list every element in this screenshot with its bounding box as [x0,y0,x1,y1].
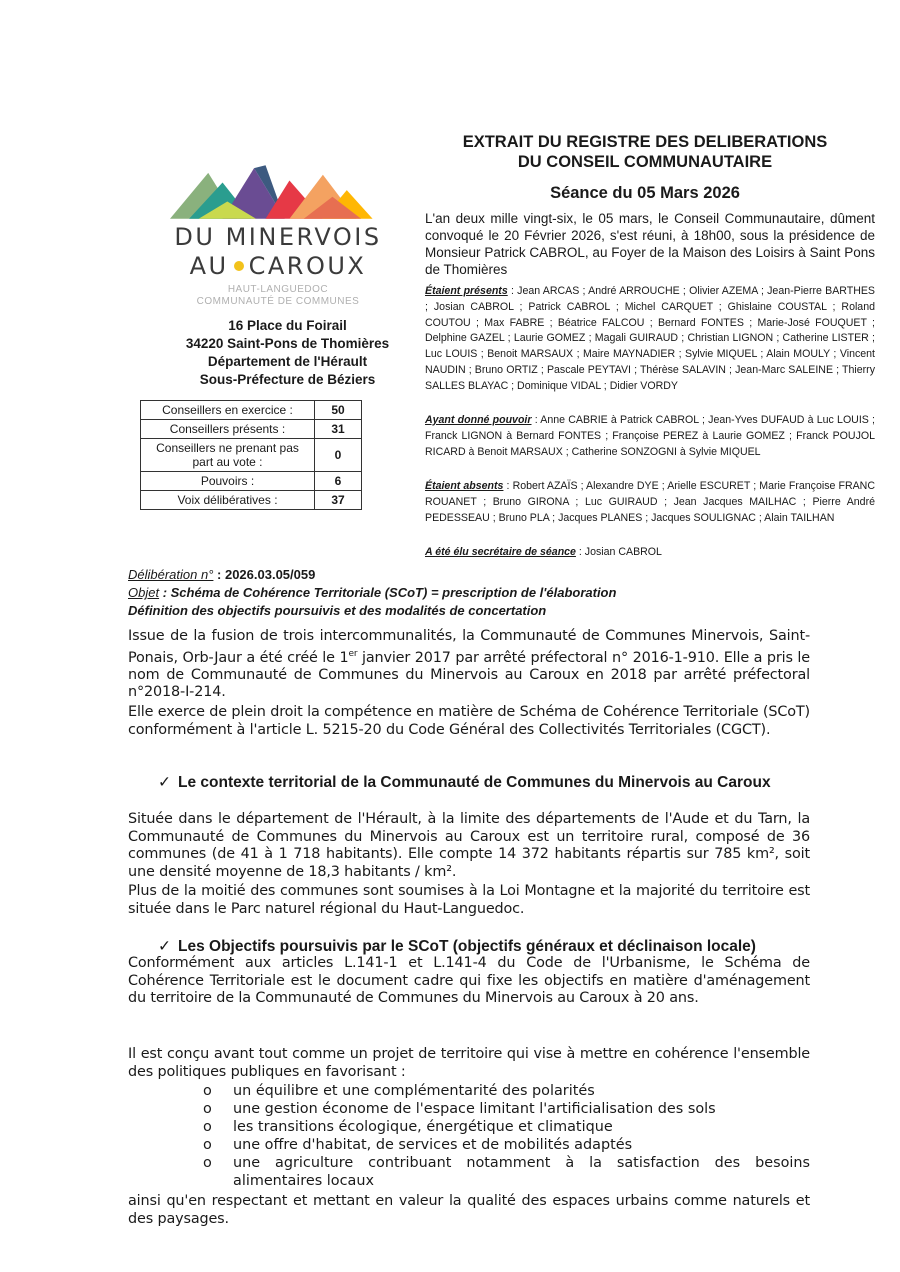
section-heading-contexte [158,774,818,791]
heading-objectifs-text: Les Objectifs poursuivis par le SCoT (objectifs généraux et déclinaison locale) [178,938,756,955]
absents-list: : Robert AZAÏS ; Alexandre DYE ; Arielle ESCURET ; Marie Françoise FRANC ROUANET ; Bruno GIRONA ; Luc GUIRAUD ; Jean Jacques MAILHAC ; Pierre André PEDESSEAU ; Bruno PLA ; Jacques PLANES ; Jacques SOULIGNAC ; Alain TAILHAN [425,480,875,524]
community-logo-graphic [170,162,385,222]
count-value: 0 [315,439,362,472]
secretary [425,545,875,561]
list-item: o un équilibre et une complémentarité des polarités [203,1083,595,1099]
section-heading-objectifs [158,938,818,955]
count-label: Conseillers ne prenant pas part au vote : [141,439,315,472]
paragraph-fusion [128,628,810,702]
bullet-circle-icon: o [203,1155,212,1171]
bullet-circle-icon: o [203,1119,212,1135]
logo-name-line2 [168,252,388,280]
p1-superscript: er [348,648,358,659]
members-absent [425,479,875,526]
pouvoirs-label: Ayant donné pouvoir [425,414,532,426]
paragraph-conclusion: ainsi qu'en respectant et mettant en valeur la qualité des espaces urbains comme naturels et des paysages. [128,1193,810,1227]
address-line-3: Département de l'Hérault [207,354,368,369]
objet-text: : Schéma de Cohérence Territoriale (SCoT) = prescription de l'élaboration [159,585,617,600]
deliberation-number [128,566,315,583]
list-item: o une offre d'habitat, de services et de mobilités adaptés [203,1137,633,1153]
session-intro: L'an deux mille vingt-six, le 05 mars, le Conseil Communautaire, dûment convoqué le 20 Février 2026, s'est réuni, à 18h00, sous la présidence de Monsieur Patrick CABROL, au Foyer de la Maison des Loisirs à Saint Pons de Thomières [425,211,875,277]
deliberation-object [128,584,616,601]
absents-label: Étaient absents [425,480,504,492]
register-title: EXTRAIT DU REGISTRE DES DELIBERATIONS [462,133,828,151]
paragraph-loi-montagne: Plus de la moitié des communes sont soumises à la Loi Montagne et la majorité du territoire est située dans le Parc naturel régional du Haut-Languedoc. [128,883,810,917]
logo-caroux: CAROUX [248,252,367,280]
logo-au: AU [189,252,229,280]
members-proxies [425,413,875,460]
count-value: 6 [315,472,362,491]
table-row [141,401,362,420]
deliberation-object-line2: Définition des objectifs poursuivis et des modalités de concertation [128,603,547,618]
presents-list: : Jean ARCAS ; André ARROUCHE ; Olivier AZEMA ; Jean-Pierre BARTHES ; Josian CABROL ; Patrick CABROL ; Michel CARQUET ; Ghislaine COUSTAL ; Roland COUTOU ; Max FABRE ; Béatrice FALCOU ; Bernard FONTES ; Marie-José FOUQUET ; Delphine GAZEL ; Laurie GOMEZ ; Magali GUIRAUD ; Christian LIGNON ; Catherine LISTER ; Luc LOUIS ; Benoit MARSAUX ; Maire MAYNADIER ; Sylvie MIQUEL ; Alain MOULY ; Vincent NAUDIN ; Bruno ORTIZ ; Pascale PEYTAVI ; Thérèse SALAVIN ; Jean-Marc SALEINE ; Thierry SALLES BLAYAC ; Dominique VIDAL ; Didier VORDY [425,285,875,392]
list-item: o les transitions écologique, énergétique et climatique [203,1119,613,1135]
pouvoirs-list: : Anne CABRIE à Patrick CABROL ; Jean-Yves DUFAUD à Luc LOUIS ; Franck LIGNON à Bernard FONTES ; Françoise PEREZ à Laurie GOMEZ ; Franck POUJOL RICARD à Benoit MARSAUX ; Catherine SONZOGNI à Sylvie MIQUEL [425,414,876,458]
deliberation-value: : 2026.03.05/059 [213,567,316,582]
list-item: o une agriculture contribuant notamment à la satisfaction des besoins alimentaires locaux [203,1155,810,1189]
bullet-circle-icon: o [203,1101,212,1117]
table-row [141,420,362,439]
council-title: DU CONSEIL COMMUNAUTAIRE [517,153,773,171]
heading-contexte-text: Le contexte territorial de la Communauté de Communes du Minervois au Caroux [178,774,771,791]
bullet-circle-icon: o [203,1137,212,1153]
logo-subtitle-2: COMMUNAUTÉ DE COMMUNES [196,296,360,307]
secretaire-name: : Josian CABROL [575,546,662,558]
count-value: 50 [315,401,362,420]
p1-part-a: Issue de la fusion de trois intercommunalités, la Communauté de Communes Minervois, Saint-Ponais, Orb-Jaur a été créé le 1 [128,628,810,666]
secretaire-label: A été élu secrétaire de séance [425,546,576,558]
council-counts-table [140,400,362,510]
presents-label: Étaient présents [425,285,508,297]
paragraph-situation: Située dans le département de l'Hérault, à la limite des départements de l'Aude et du Tarn, la Communauté de Communes du Minervois au Caroux est un territoire rural, composé de 36 communes (de 41 à 1 718 habitants). Elle compte 14 372 habitants répartis sur 785 km², soit une densité moyenne de 18,3 habitants / km². [128,811,810,880]
table-row [141,472,362,491]
address-line-2: 34220 Saint-Pons de Thomières [185,336,390,351]
address-line-1: 16 Place du Foirail [228,318,347,333]
address-line-4: Sous-Préfecture de Béziers [199,372,376,387]
logo-sun-dot [234,261,244,271]
objet-label: Objet [128,585,160,600]
paragraph-competence: Elle exerce de plein droit la compétence en matière de Schéma de Cohérence Territoriale (SCoT) conformément à l'article L. 5215-20 du Code Général des Collectivités Territoriales (CGCT). [128,704,810,738]
p1-part-b: janvier 2017 par arrêté préfectoral n° 2016-1-910. Elle a pris le nom de Communauté de Communes du Minervois au Caroux en 2018 par arrêté préfectoral n°2018-I-214. [128,649,810,701]
paragraph-urbanisme: Conformément aux articles L.141-1 et L.141-4 du Code de l'Urbanisme, le Schéma de Cohérence Territoriale est le document cadre qui fixe les objectifs en matière d'aménagement du territoire de la Communauté de Communes du Minervois au Caroux à 20 ans. [128,955,810,1006]
count-value: 31 [315,420,362,439]
checkmark-icon: ✓ [158,938,171,955]
count-label: Voix délibératives : [141,491,315,510]
count-label: Conseillers présents : [141,420,315,439]
paragraph-projet: Il est conçu avant tout comme un projet de territoire qui vise à mettre en cohérence l'ensemble des politiques publiques en favorisant : [128,1046,810,1080]
logo-name-line1: DU MINERVOIS [174,223,382,251]
list-item: o une gestion économe de l'espace limitant l'artificialisation des sols [203,1101,716,1117]
bullet-circle-icon: o [203,1083,212,1099]
count-value: 37 [315,491,362,510]
deliberation-label: Délibération n° [128,567,214,582]
members-present [425,284,875,395]
seance-date: Séance du 05 Mars 2026 [550,184,740,202]
checkmark-icon: ✓ [158,774,171,791]
count-label: Pouvoirs : [141,472,315,491]
logo-subtitle-1: HAUT-LANGUEDOC [227,284,329,295]
count-label: Conseillers en exercice : [141,401,315,420]
table-row [141,439,362,472]
table-row [141,491,362,510]
